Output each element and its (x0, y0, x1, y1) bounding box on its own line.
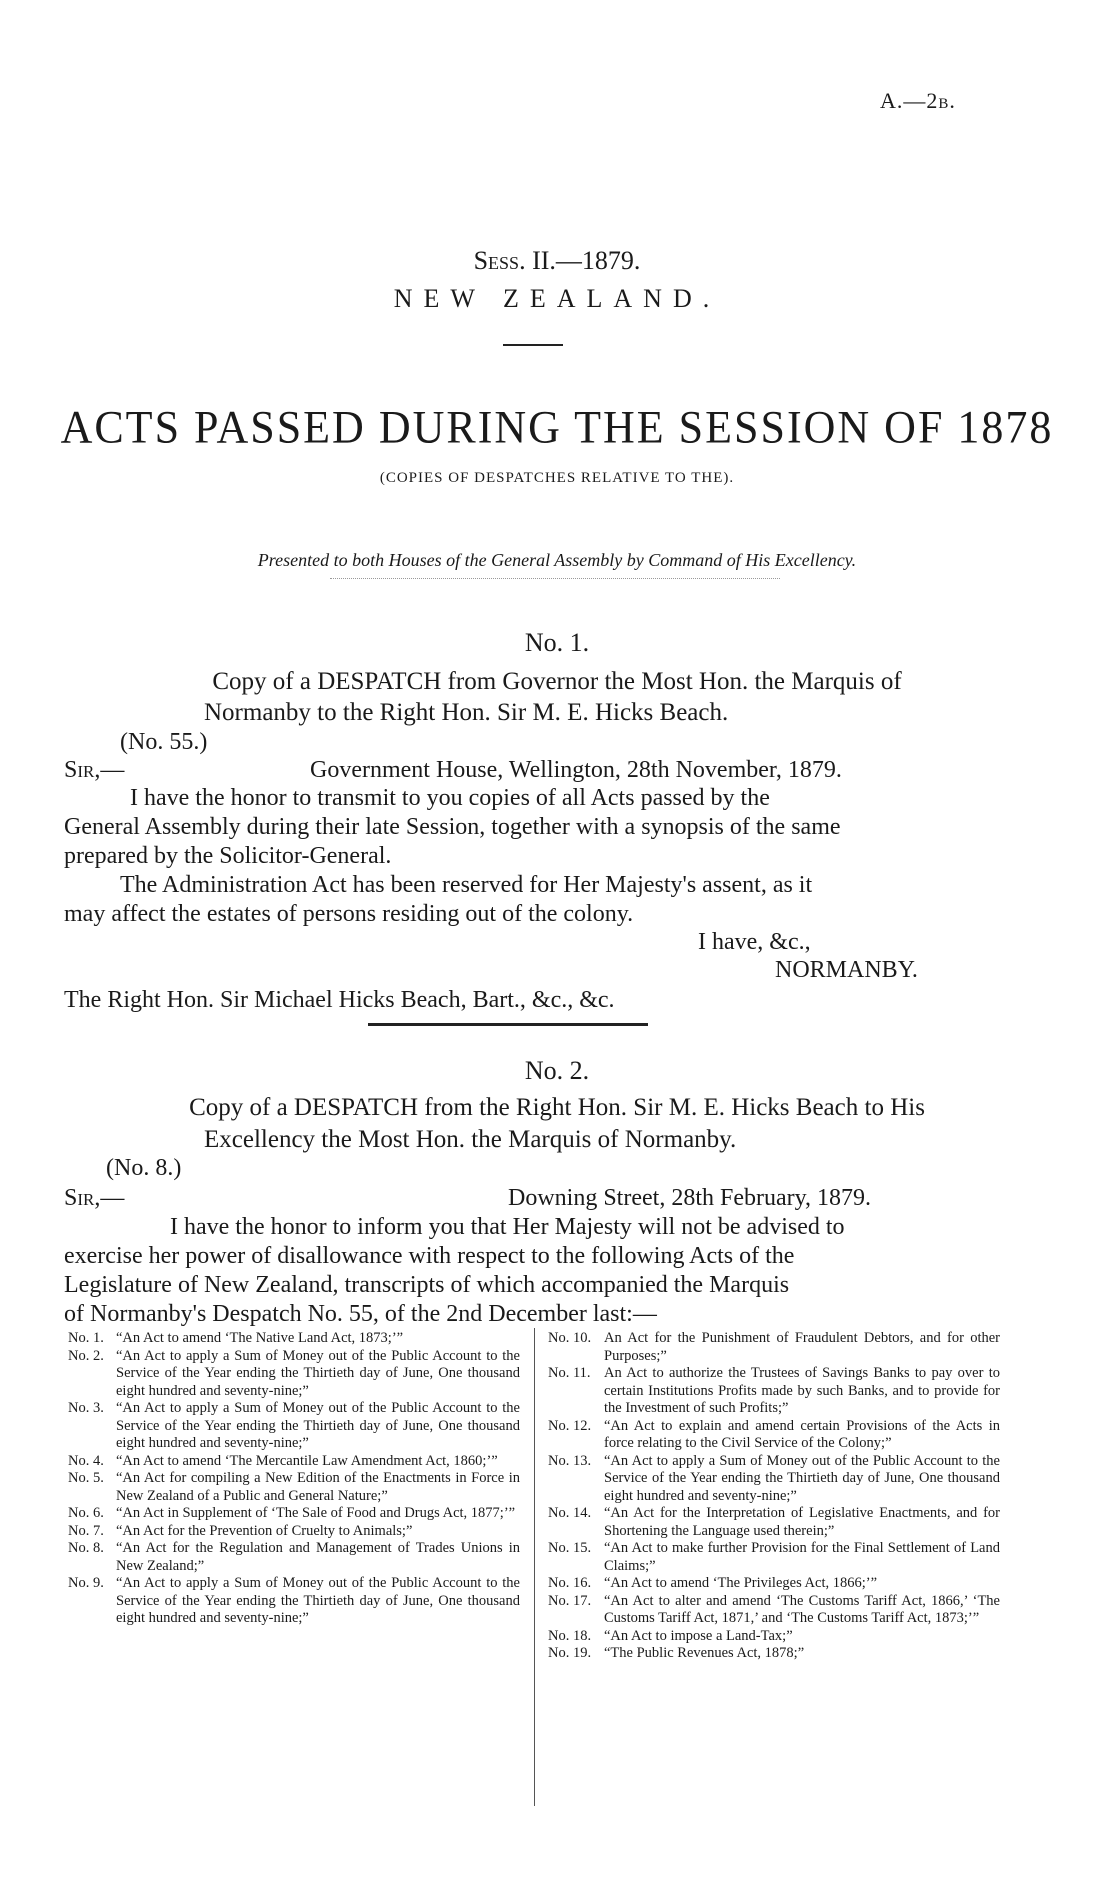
list-item (68, 1400, 520, 1453)
act-number: No. 1. (68, 1330, 104, 1346)
act-title: “An Act to impose a Land-Tax;” (604, 1627, 793, 1644)
act-title: “An Act to apply a Sum of Money out of the Public Account to the Service of the Year ending the Thirtieth day of June, One thousand eight hundred and seventy-nine;” (116, 1575, 520, 1626)
act-number: No. 5. (68, 1470, 104, 1486)
despatch-2-para-line-3: Legislature of New Zealand, transcripts of which accompanied the Marquis (64, 1272, 790, 1298)
act-number: No. 4. (68, 1452, 104, 1469)
act-number: No. 12. (548, 1417, 592, 1434)
acts-list-right (548, 1330, 1000, 1663)
list-item (68, 1575, 520, 1628)
session-line: Sess. II.—1879. (473, 246, 641, 275)
act-title: “An Act to apply a Sum of Money out of the Public Account to the Service of the Year ending the Thirtieth day of June, One thousand eight hundred and seventy-nine;” (116, 1347, 520, 1399)
country-heading: NEW ZEALAND. (393, 284, 721, 313)
act-title: An Act to authorize the Trustees of Savings Banks to pay over to certain Institutions Profits made by such Banks, and to provide for the Investment of such Profits;” (604, 1365, 1000, 1416)
short-divider (503, 344, 563, 346)
list-item (68, 1540, 520, 1575)
act-number: No. 3. (68, 1400, 104, 1416)
list-item (68, 1523, 520, 1541)
despatch-1-para-1-line-2: General Assembly during their late Session, together with a synopsis of the same (64, 814, 841, 840)
section-divider (368, 1023, 648, 1026)
act-title: “An Act to alter and amend ‘The Customs Tariff Act, 1866,’ ‘The Customs Tariff Act, 1871,’ and ‘The Customs Tariff Act, 1873;’” (604, 1592, 1000, 1626)
despatch-1-para-1-line-1: I have the honor to transmit to you copies of all Acts passed by the (130, 785, 770, 811)
despatch-2-para-line-4: of Normanby's Despatch No. 55, of the 2nd December last:— (64, 1301, 657, 1327)
act-title: “The Public Revenues Act, 1878;” (604, 1645, 805, 1661)
list-item (548, 1505, 1000, 1540)
list-item (548, 1628, 1000, 1646)
despatch-1-ref: (No. 55.) (120, 729, 208, 755)
act-title: “An Act to amend ‘The Mercantile Law Amendment Act, 1860;’” (116, 1452, 498, 1469)
despatch-1-number: No. 1. (524, 628, 590, 657)
act-title: “An Act to amend ‘The Privileges Act, 1866;’” (604, 1575, 878, 1591)
despatch-1-para-2-line-1: The Administration Act has been reserved for Her Majesty's assent, as it (120, 872, 813, 898)
despatch-2-ref: (No. 8.) (106, 1155, 182, 1181)
act-number: No. 15. (548, 1540, 592, 1556)
act-title: “An Act to apply a Sum of Money out of the Public Account to the Service of the Year ending the Thirtieth day of June, One thousand eight hundred and seventy-nine;” (116, 1400, 520, 1451)
act-number: No. 13. (548, 1452, 592, 1469)
act-number: No. 19. (548, 1645, 592, 1661)
list-item (68, 1330, 520, 1348)
act-title: “An Act for compiling a New Edition of the Enactments in Force in New Zealand of a Public and General Nature;” (116, 1470, 520, 1504)
act-title: “An Act to amend ‘The Native Land Act, 1873;’” (116, 1330, 404, 1346)
list-item (68, 1470, 520, 1505)
despatch-1-copy-line-1: Copy of a DESPATCH from Governor the Most Hon. the Marquis of (212, 668, 902, 695)
despatch-1-closing: I have, &c., (698, 929, 811, 955)
despatch-1-signature: NORMANBY. (775, 957, 918, 983)
act-number: No. 10. (548, 1330, 592, 1346)
act-number: No. 11. (548, 1365, 591, 1381)
despatch-2-copy-line-1: Copy of a DESPATCH from the Right Hon. Sir M. E. Hicks Beach to His (189, 1094, 925, 1121)
act-number: No. 9. (68, 1575, 104, 1591)
act-title: “An Act to make further Provision for the Final Settlement of Land Claims;” (604, 1540, 1000, 1574)
act-number: No. 17. (548, 1592, 592, 1609)
act-title: “An Act in Supplement of ‘The Sale of Food and Drugs Act, 1877;’” (116, 1505, 516, 1521)
list-item (68, 1453, 520, 1471)
act-title: “An Act for the Prevention of Cruelty to Animals;” (116, 1522, 413, 1539)
list-item (548, 1418, 1000, 1453)
list-item (68, 1348, 520, 1401)
presented-line: Presented to both Houses of the General Assembly by Command of His Excellency. (257, 550, 857, 570)
list-item (548, 1575, 1000, 1593)
despatch-1-copy-line-2: Normanby to the Right Hon. Sir M. E. Hicks Beach. (204, 699, 729, 726)
act-number: No. 16. (548, 1575, 592, 1591)
acts-list-left (68, 1330, 520, 1628)
act-title: “An Act to explain and amend certain Provisions of the Acts in force relating to the Civil Service of the Colony;” (604, 1417, 1000, 1451)
column-divider (534, 1328, 535, 1806)
despatch-1-place-date: Government House, Wellington, 28th November, 1879. (310, 757, 842, 783)
despatch-2-para-line-2: exercise her power of disallowance with respect to the following Acts of the (64, 1243, 795, 1269)
act-number: No. 18. (548, 1627, 592, 1644)
act-title: An Act for the Punishment of Fraudulent Debtors, and for other Purposes;” (604, 1330, 1000, 1364)
dotted-rule (330, 578, 780, 579)
list-item (548, 1593, 1000, 1628)
act-title: “An Act for the Interpretation of Legislative Enactments, and for Shortening the Language used therein;” (604, 1505, 1000, 1539)
act-title: “An Act to apply a Sum of Money out of the Public Account to the Service of the Year ending the Thirtieth day of June, One thousand eight hundred and seventy-nine;” (604, 1452, 1000, 1504)
act-number: No. 2. (68, 1347, 104, 1364)
list-item (548, 1365, 1000, 1418)
list-item (548, 1453, 1000, 1506)
despatch-2-number: No. 2. (524, 1056, 590, 1085)
act-number: No. 6. (68, 1505, 104, 1521)
list-item (548, 1645, 1000, 1663)
act-number: No. 14. (548, 1505, 592, 1521)
list-item (548, 1540, 1000, 1575)
despatch-2-salutation: Sir,— (64, 1185, 125, 1211)
despatch-2-place-date: Downing Street, 28th February, 1879. (508, 1185, 872, 1211)
despatch-1-para-1-line-3: prepared by the Solicitor-General. (64, 843, 392, 869)
list-item (68, 1505, 520, 1523)
despatch-2-para-line-1: I have the honor to inform you that Her Majesty will not be advised to (170, 1214, 845, 1240)
act-title: “An Act for the Regulation and Management of Trades Unions in New Zealand;” (116, 1540, 520, 1574)
document-subtitle: (COPIES OF DESPATCHES RELATIVE TO THE). (379, 470, 735, 486)
list-item (548, 1330, 1000, 1365)
despatch-1-salutation: Sir,— (64, 757, 125, 783)
act-number: No. 7. (68, 1522, 104, 1539)
despatch-1-addressee: The Right Hon. Sir Michael Hicks Beach, Bart., &c., &c. (64, 987, 615, 1013)
page-reference: A.—2b. (880, 88, 956, 113)
document-title: ACTS PASSED DURING THE SESSION OF 1878 (60, 401, 1054, 454)
despatch-2-copy-line-2: Excellency the Most Hon. the Marquis of Normanby. (204, 1126, 737, 1153)
act-number: No. 8. (68, 1540, 104, 1556)
despatch-1-para-2-line-2: may affect the estates of persons residing out of the colony. (64, 901, 634, 927)
